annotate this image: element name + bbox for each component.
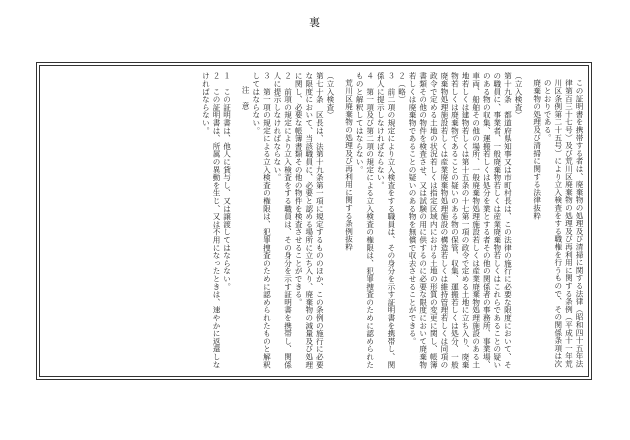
certificate-text: [46, 72, 584, 372]
ordinance-article-70-1: 第七十条 区長は、法第十九条第一項に規定するもののほか、この条例の施行に必要な限度において、当該職員に、必要と認める場所に立ち入り、廃棄物の減量及び処理に関し、必要な帳簿書類その他の物件を検査させることができる。: [294, 72, 325, 369]
law-article-19-4: ４ 第一項及び第二項の規定による立入検査の権限は、犯罪捜査のために認められたものと解釈してはならない。: [355, 72, 375, 369]
law-article-19-1: 第十九条 都道府県知事又は市町村長は、この法律の施行に必要な限度において、その職員に、事業者、一般廃棄物若しくは産業廃棄物若しくはこれらであることの疑いのある物の収集、運搬若しくは処分を業とする者その他の関係者の事務所、事業場、車両、船舶その他の場所、一般廃棄物処理施設若しくは産業廃棄物処理施設のある土地若しくは建物若しくは第十五条の十七第一項の政令で定める土地に立ち入り、廃棄物若しくは廃棄物であることの疑いのある物の保管、収集、運搬若しくは処分、一般廃棄物処理施設若しくは産業廃棄物処理施設の構造若しくは維持管理若しくは同項の政令で定める土地の状況若しくは指定区域内における土地の形質の変更に関し、帳簿書類その他の物件を検査させ、又は試験の用に供するのに必要な限度において廃棄物若しくは廃棄物であることの疑いのある物を無償で収去させることができる。: [408, 72, 513, 369]
ordinance-heading: 荒川区廃棄物の処理及び再利用に関する条例抜粋: [344, 79, 354, 251]
ordinance-article-70-3: ３ 第一項の規定による立入検査の権限は、犯罪捜査のために認められたものと解釈してはならない。: [251, 72, 272, 369]
page-title: 裏: [309, 16, 321, 29]
intro-text: この証明書を携帯する者は、廃棄物の処理及び清掃に関する法律（昭和四十五年法律第百三十七号）及び荒川区廃棄物の処理及び再利用に関する条例（平成十一年荒川区条例第二十五号）により立入検査をする職権を行うもので、その関係条項は次のとおりである。: [543, 79, 584, 368]
note-1: １ この証明書は、他人に貸与し、又は譲渡してはならない。: [222, 72, 232, 291]
law-heading: 廃棄物の処理及び清掃に関する法律抜粋: [532, 79, 542, 220]
law-article-19-2: ２（略）: [397, 72, 407, 104]
notes-heading: 注 意: [241, 86, 251, 110]
law-subheading: （立入検査）: [514, 72, 524, 119]
ordinance-subheading: （立入検査）: [325, 72, 335, 119]
note-2: ２ この証明書は、所属の異動を生じ、又は不用になったときは、速やかに返還しなければならない。: [201, 72, 221, 369]
law-article-19-3: ３ 前二項の規定により立入検査をする職員は、その身分を示す証明書を携帯し、関係人に提示しなければならない。: [376, 72, 396, 369]
ordinance-article-70-2: ２ 前項の規定により立入検査をする職員は、その身分を示す証明書を携帯し、関係人に提示しなければならない。: [272, 72, 293, 369]
